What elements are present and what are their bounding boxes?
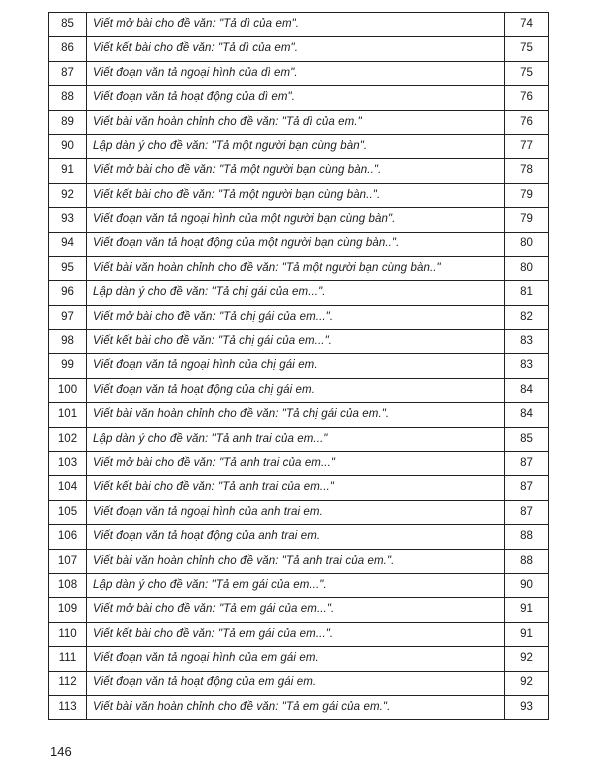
row-number: 87 <box>49 61 87 85</box>
row-page: 91 <box>505 598 549 622</box>
row-page: 82 <box>505 305 549 329</box>
row-number: 94 <box>49 232 87 256</box>
row-number: 107 <box>49 549 87 573</box>
row-title: Viết mở bài cho đề văn: "Tả một người bạn cùng bàn..". <box>87 159 505 183</box>
row-number: 109 <box>49 598 87 622</box>
row-number: 86 <box>49 37 87 61</box>
row-title: Lập dàn ý cho đề văn: "Tả một người bạn cùng bàn". <box>87 134 505 158</box>
toc-body <box>49 13 549 720</box>
row-number: 95 <box>49 256 87 280</box>
row-page: 87 <box>505 452 549 476</box>
row-number: 112 <box>49 671 87 695</box>
row-number: 100 <box>49 378 87 402</box>
row-page: 80 <box>505 232 549 256</box>
table-row <box>49 305 549 329</box>
row-page: 84 <box>505 403 549 427</box>
row-page: 87 <box>505 476 549 500</box>
row-number: 102 <box>49 427 87 451</box>
row-title: Viết kết bài cho đề văn: "Tả chị gái của em...". <box>87 330 505 354</box>
row-page: 77 <box>505 134 549 158</box>
row-title: Viết mở bài cho đề văn: "Tả em gái của em...". <box>87 598 505 622</box>
table-row <box>49 13 549 37</box>
table-row <box>49 37 549 61</box>
row-number: 85 <box>49 13 87 37</box>
row-title: Viết đoạn văn tả hoạt động của một người bạn cùng bàn..". <box>87 232 505 256</box>
row-title: Viết kết bài cho đề văn: "Tả dì của em". <box>87 37 505 61</box>
row-number: 106 <box>49 525 87 549</box>
row-title: Viết mở bài cho đề văn: "Tả dì của em". <box>87 13 505 37</box>
row-title: Viết đoạn văn tả hoạt động của dì em". <box>87 86 505 110</box>
row-title: Viết đoạn văn tả hoạt động của anh trai em. <box>87 525 505 549</box>
row-page: 91 <box>505 622 549 646</box>
row-title: Viết bài văn hoàn chỉnh cho đề văn: "Tả một người bạn cùng bàn.." <box>87 256 505 280</box>
row-title: Viết mở bài cho đề văn: "Tả anh trai của em..." <box>87 452 505 476</box>
row-page: 76 <box>505 110 549 134</box>
row-title: Lập dàn ý cho đề văn: "Tả chị gái của em...". <box>87 281 505 305</box>
row-number: 88 <box>49 86 87 110</box>
table-row <box>49 500 549 524</box>
table-row <box>49 208 549 232</box>
row-number: 111 <box>49 647 87 671</box>
row-title: Viết bài văn hoàn chỉnh cho đề văn: "Tả em gái của em.". <box>87 695 505 719</box>
table-row <box>49 183 549 207</box>
table-row <box>49 378 549 402</box>
table-row <box>49 61 549 85</box>
table-row <box>49 695 549 719</box>
table-of-contents <box>48 12 549 720</box>
row-title: Viết bài văn hoàn chỉnh cho đề văn: "Tả anh trai của em.". <box>87 549 505 573</box>
row-number: 104 <box>49 476 87 500</box>
row-page: 76 <box>505 86 549 110</box>
row-title: Viết đoạn văn tả hoạt động của chị gái em. <box>87 378 505 402</box>
row-page: 81 <box>505 281 549 305</box>
row-number: 97 <box>49 305 87 329</box>
table-row <box>49 647 549 671</box>
table-row <box>49 330 549 354</box>
row-page: 93 <box>505 695 549 719</box>
row-title: Viết kết bài cho đề văn: "Tả một người bạn cùng bàn..". <box>87 183 505 207</box>
table-row <box>49 622 549 646</box>
table-row <box>49 86 549 110</box>
row-page: 90 <box>505 573 549 597</box>
row-page: 92 <box>505 671 549 695</box>
row-page: 87 <box>505 500 549 524</box>
table-row <box>49 427 549 451</box>
row-page: 78 <box>505 159 549 183</box>
table-row <box>49 232 549 256</box>
table-row <box>49 476 549 500</box>
row-title: Viết kết bài cho đề văn: "Tả anh trai của em..." <box>87 476 505 500</box>
row-page: 88 <box>505 525 549 549</box>
row-number: 105 <box>49 500 87 524</box>
row-page: 88 <box>505 549 549 573</box>
row-number: 113 <box>49 695 87 719</box>
row-page: 92 <box>505 647 549 671</box>
row-number: 91 <box>49 159 87 183</box>
row-number: 110 <box>49 622 87 646</box>
table-row <box>49 525 549 549</box>
table-row <box>49 159 549 183</box>
table-row <box>49 598 549 622</box>
table-row <box>49 573 549 597</box>
table-row <box>49 671 549 695</box>
row-title: Viết bài văn hoàn chỉnh cho đề văn: "Tả chị gái của em.". <box>87 403 505 427</box>
row-page: 80 <box>505 256 549 280</box>
table-row <box>49 281 549 305</box>
row-page: 79 <box>505 208 549 232</box>
row-title: Viết đoạn văn tả ngoại hình của chị gái em. <box>87 354 505 378</box>
row-number: 96 <box>49 281 87 305</box>
row-page: 75 <box>505 37 549 61</box>
row-page: 85 <box>505 427 549 451</box>
row-number: 90 <box>49 134 87 158</box>
table-row <box>49 134 549 158</box>
table-row <box>49 110 549 134</box>
row-number: 99 <box>49 354 87 378</box>
row-page: 74 <box>505 13 549 37</box>
row-title: Viết mở bài cho đề văn: "Tả chị gái của em...". <box>87 305 505 329</box>
row-title: Viết đoạn văn tả ngoại hình của anh trai em. <box>87 500 505 524</box>
table-row <box>49 354 549 378</box>
page-number: 146 <box>50 744 72 759</box>
row-page: 75 <box>505 61 549 85</box>
row-number: 101 <box>49 403 87 427</box>
row-page: 84 <box>505 378 549 402</box>
row-title: Viết đoạn văn tả ngoại hình của em gái em. <box>87 647 505 671</box>
row-title: Viết đoạn văn tả ngoại hình của dì em". <box>87 61 505 85</box>
row-title: Viết đoạn văn tả ngoại hình của một người bạn cùng bàn". <box>87 208 505 232</box>
table-row <box>49 403 549 427</box>
row-number: 93 <box>49 208 87 232</box>
table-row <box>49 452 549 476</box>
row-number: 108 <box>49 573 87 597</box>
row-title: Viết đoạn văn tả hoạt động của em gái em. <box>87 671 505 695</box>
row-number: 92 <box>49 183 87 207</box>
row-page: 83 <box>505 354 549 378</box>
row-title: Lập dàn ý cho đề văn: "Tả anh trai của em..." <box>87 427 505 451</box>
row-number: 98 <box>49 330 87 354</box>
row-title: Viết kết bài cho đề văn: "Tả em gái của em...". <box>87 622 505 646</box>
row-title: Viết bài văn hoàn chỉnh cho đề văn: "Tả dì của em." <box>87 110 505 134</box>
table-row <box>49 256 549 280</box>
row-title: Lập dàn ý cho đề văn: "Tả em gái của em...". <box>87 573 505 597</box>
table-row <box>49 549 549 573</box>
row-page: 79 <box>505 183 549 207</box>
row-page: 83 <box>505 330 549 354</box>
row-number: 103 <box>49 452 87 476</box>
row-number: 89 <box>49 110 87 134</box>
